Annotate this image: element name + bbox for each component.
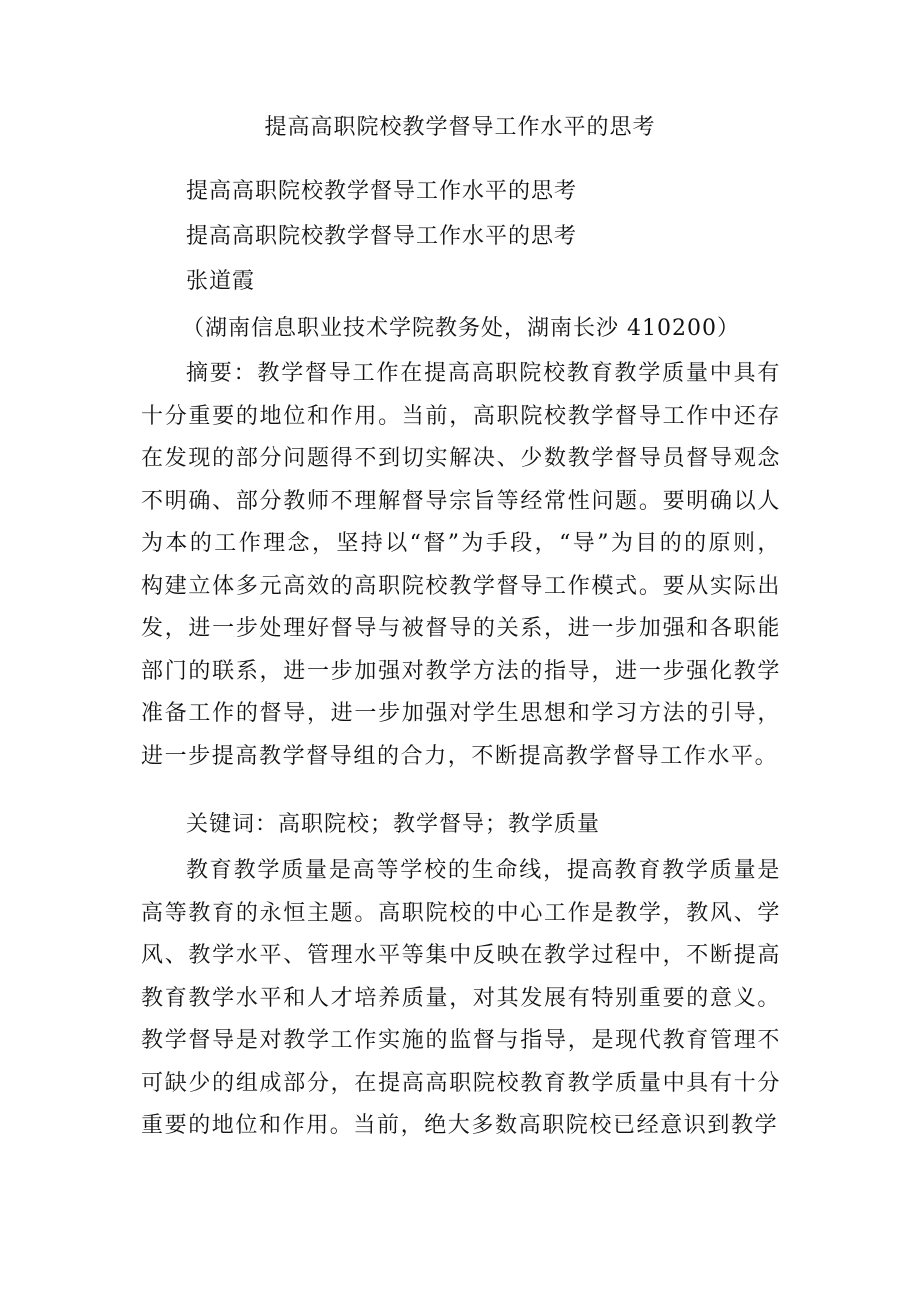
body-paragraph: 教育教学质量是高等学校的生命线，提高教育教学质量是高等教育的永恒主题。高职院校的中心工作是教学，教风、学风、教学水平、管理水平等集中反映在教学过程中，不断提高教育教学水平和人才培养质量，对其发展有特别重要的意义。教学督导是对教学工作实施的监督与指导，是现代教育管理不可缺少的组成部分，在提高高职院校教育教学质量中具有十分重要的地位和作用。当前，绝大多数高职院校已经意识到教学 <box>141 858 781 1138</box>
abstract-paragraph: 摘要：教学督导工作在提高高职院校教育教学质量中具有十分重要的地位和作用。当前，高职院校教学督导工作中还存在发现的部分问题得不到切实解决、少数教学督导员督导观念不明确、部分教师不理解督导宗旨等经常性问题。要明确以人为本的工作理念，坚持以“督”为手段，“导”为目的的原则，构建立体多元高效的高职院校教学督导工作模式。要从实际出发，进一步处理好督导与被督导的关系，进一步加强和各职能部门的联系，进一步加强对教学方法的指导，进一步强化教学准备工作的督导，进一步加强对学生思想和学习方法的引导，进一步提高教学督导组的合力，不断提高教学督导工作水平。 <box>141 361 781 769</box>
author-name: 张道霞 <box>186 269 256 294</box>
document-title: 提高高职院校教学督导工作水平的思考 <box>264 115 656 140</box>
keywords-line: 关键词：高职院校；教学督导；教学质量 <box>186 812 601 837</box>
author-affiliation: （湖南信息职业技术学院教务处，湖南长沙 410200） <box>182 316 740 341</box>
subtitle-line-2: 提高高职院校教学督导工作水平的思考 <box>186 224 578 249</box>
subtitle-line-1: 提高高职院校教学督导工作水平的思考 <box>186 179 578 204</box>
